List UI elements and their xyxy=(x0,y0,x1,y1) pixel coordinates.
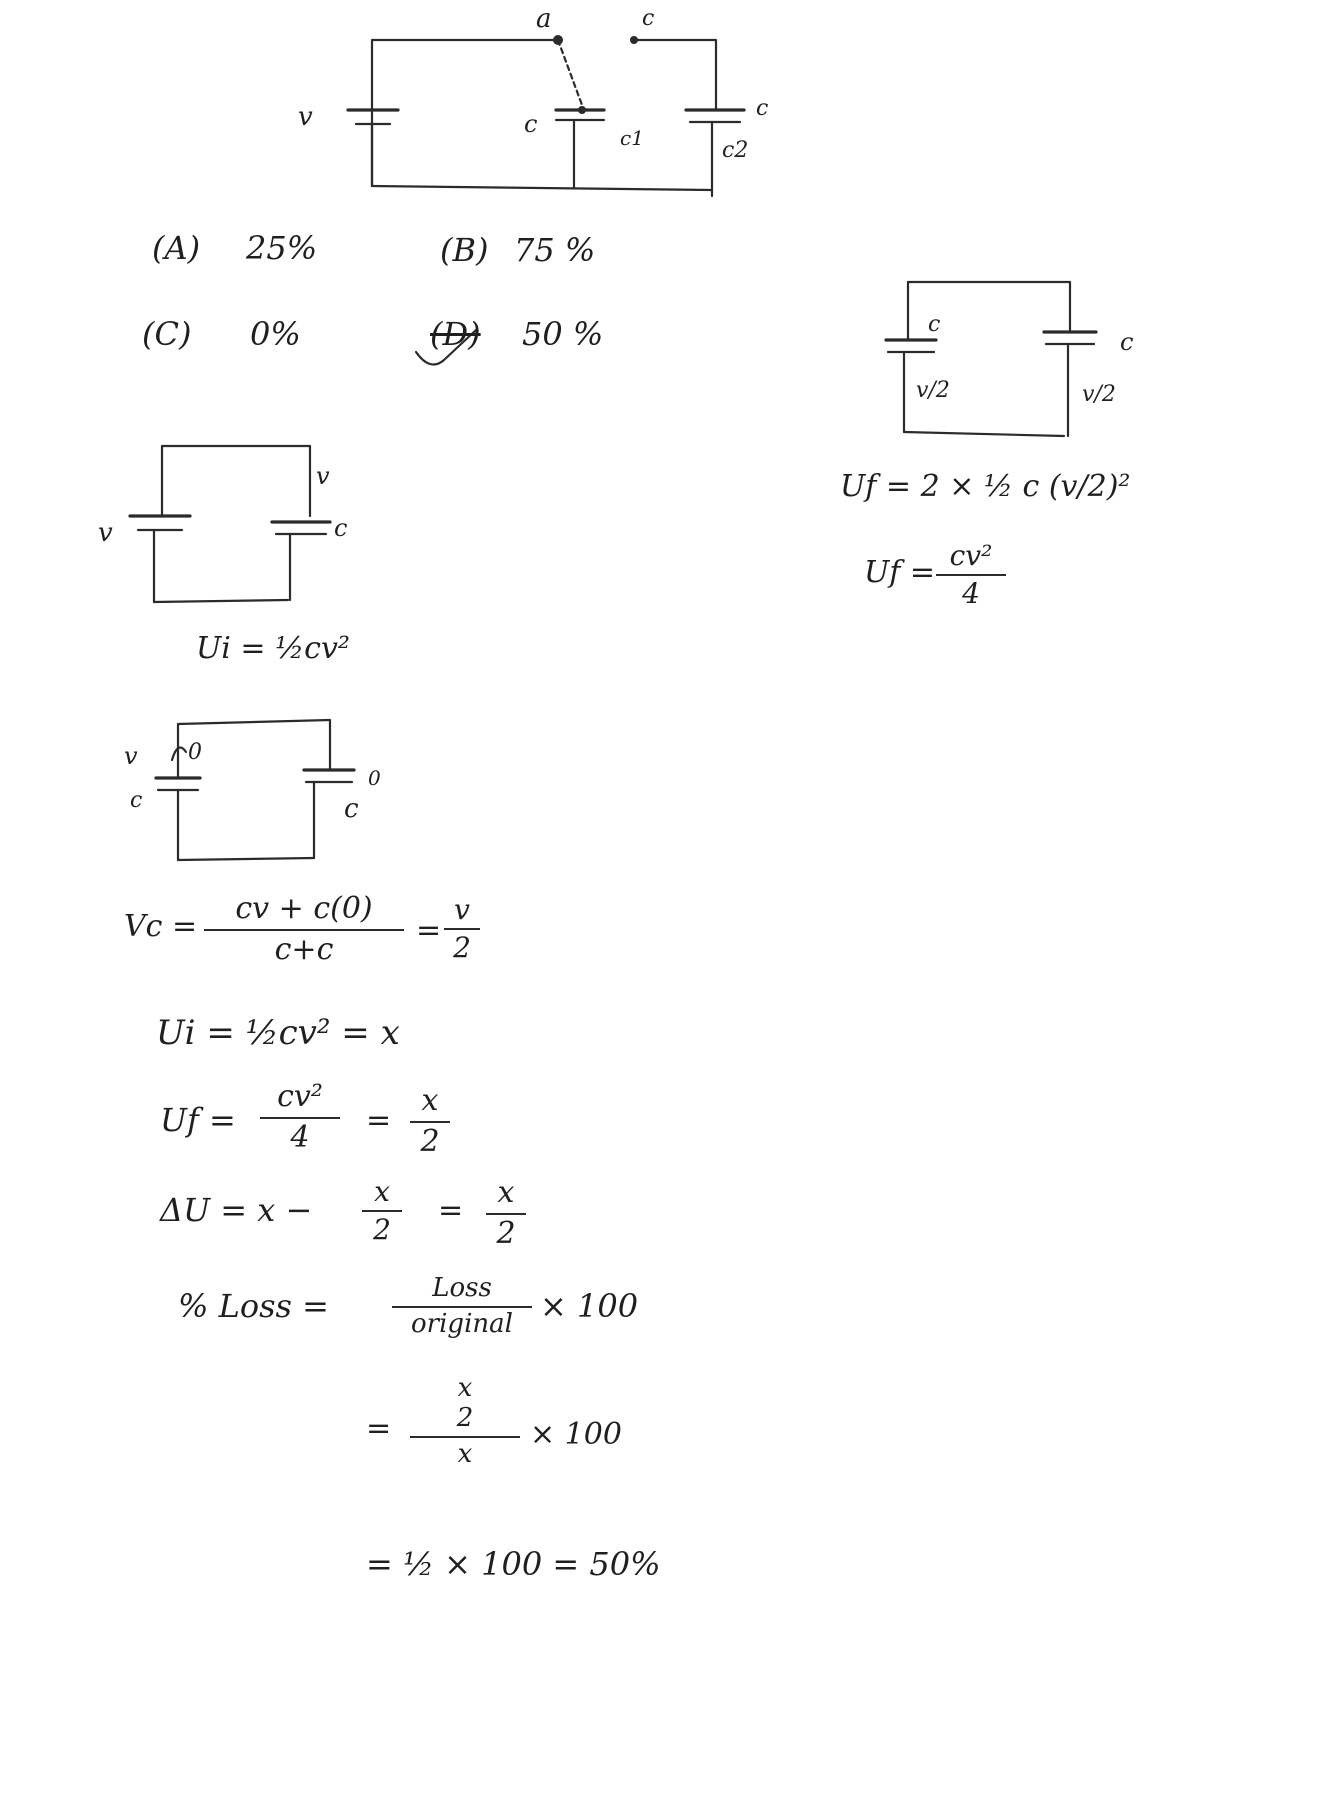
du-result-fraction xyxy=(486,1176,526,1251)
cap2-name-label: c2 xyxy=(722,138,749,163)
option-b-value: 75 % xyxy=(514,231,596,269)
uf-line2-fraction xyxy=(936,540,1006,610)
share-left-q-label: 0 xyxy=(188,740,202,765)
uf-line1: Uf = 2 × ½ c (v/2)² xyxy=(840,469,1131,504)
vc-num: cv + c(0) xyxy=(235,891,373,926)
loss-num: Loss xyxy=(432,1273,492,1303)
share-right-c-label: c xyxy=(344,794,359,824)
final-v-left-label: v/2 xyxy=(916,378,950,403)
cap1-name-label: c1 xyxy=(620,126,644,150)
loss-den: original xyxy=(411,1308,513,1339)
uf-num: cv² xyxy=(277,1079,323,1114)
ui-line: Ui = ½cv² = x xyxy=(156,1013,400,1053)
initial-energy: Ui = ½cv² xyxy=(196,631,350,666)
step1-top-num: x xyxy=(457,1373,473,1403)
step1-fraction xyxy=(410,1374,520,1470)
initial-battery-label: v xyxy=(98,518,113,548)
final-v-right-label: v/2 xyxy=(1082,382,1116,407)
share-left-v-label: v xyxy=(124,742,138,770)
cap1-value-label: c xyxy=(524,110,538,138)
initial-cap-label: c xyxy=(334,514,348,542)
uf-line2-num: cv² xyxy=(949,539,993,572)
option-a-key: (A) xyxy=(152,229,201,267)
uf-lhs: Uf = xyxy=(160,1101,236,1139)
step1-rhs: × 100 xyxy=(530,1417,622,1452)
vc-eq: = xyxy=(416,913,442,948)
step1-eq: = xyxy=(366,1411,392,1446)
du-fraction xyxy=(362,1176,402,1246)
initial-cap-voltage-label: v xyxy=(316,462,330,490)
circuit-initial xyxy=(130,446,330,602)
final-c-left-label: c xyxy=(928,312,941,337)
du-eq: = xyxy=(438,1193,464,1228)
step1-den: x xyxy=(457,1438,473,1469)
circuit-top xyxy=(348,35,744,196)
option-d-key: (D) xyxy=(430,315,481,353)
circuit-final xyxy=(886,282,1096,436)
cap2-value-label: c xyxy=(756,96,769,121)
loss-lhs: % Loss = xyxy=(178,1287,329,1325)
uf-line2-lhs: Uf = xyxy=(864,555,936,590)
du-den: 2 xyxy=(373,1213,391,1247)
uf-line2-den: 4 xyxy=(962,577,980,611)
uf-result-fraction xyxy=(410,1084,450,1159)
vc-den: c+c xyxy=(274,931,334,967)
uf-fraction xyxy=(260,1080,340,1155)
du-rnum: x xyxy=(497,1175,515,1210)
battery-label: v xyxy=(298,102,313,132)
vc-fraction xyxy=(204,892,404,967)
vc-rden: 2 xyxy=(453,931,471,965)
share-left-c-label: c xyxy=(130,788,143,813)
option-c-key: (C) xyxy=(142,315,192,353)
step1-top-den: 2 xyxy=(456,1402,474,1433)
vc-result-fraction xyxy=(444,894,480,964)
option-b-key: (B) xyxy=(440,231,489,269)
du-lhs: ΔU = x − xyxy=(160,1191,313,1229)
uf-rden: 2 xyxy=(420,1123,440,1159)
vc-rnum: v xyxy=(454,893,470,926)
final-c-right-label: c xyxy=(1120,328,1134,356)
option-d-value: 50 % xyxy=(522,315,604,353)
du-rden: 2 xyxy=(496,1215,516,1251)
option-c-value: 0% xyxy=(250,315,301,353)
du-num: x xyxy=(374,1175,390,1208)
vc-lhs: Vc = xyxy=(124,909,198,944)
loss-rhs: × 100 xyxy=(540,1287,639,1325)
option-a-value: 25% xyxy=(246,229,318,267)
loss-fraction xyxy=(392,1274,532,1340)
uf-eq: = xyxy=(366,1103,392,1138)
circuit-share xyxy=(156,720,354,860)
switch-a-label: a xyxy=(536,4,552,34)
step2-result: = ½ × 100 = 50% xyxy=(366,1545,661,1583)
uf-rnum: x xyxy=(421,1083,439,1118)
switch-c-label: c xyxy=(642,6,655,31)
share-right-q-label: 0 xyxy=(368,766,381,790)
uf-den: 4 xyxy=(290,1119,310,1155)
